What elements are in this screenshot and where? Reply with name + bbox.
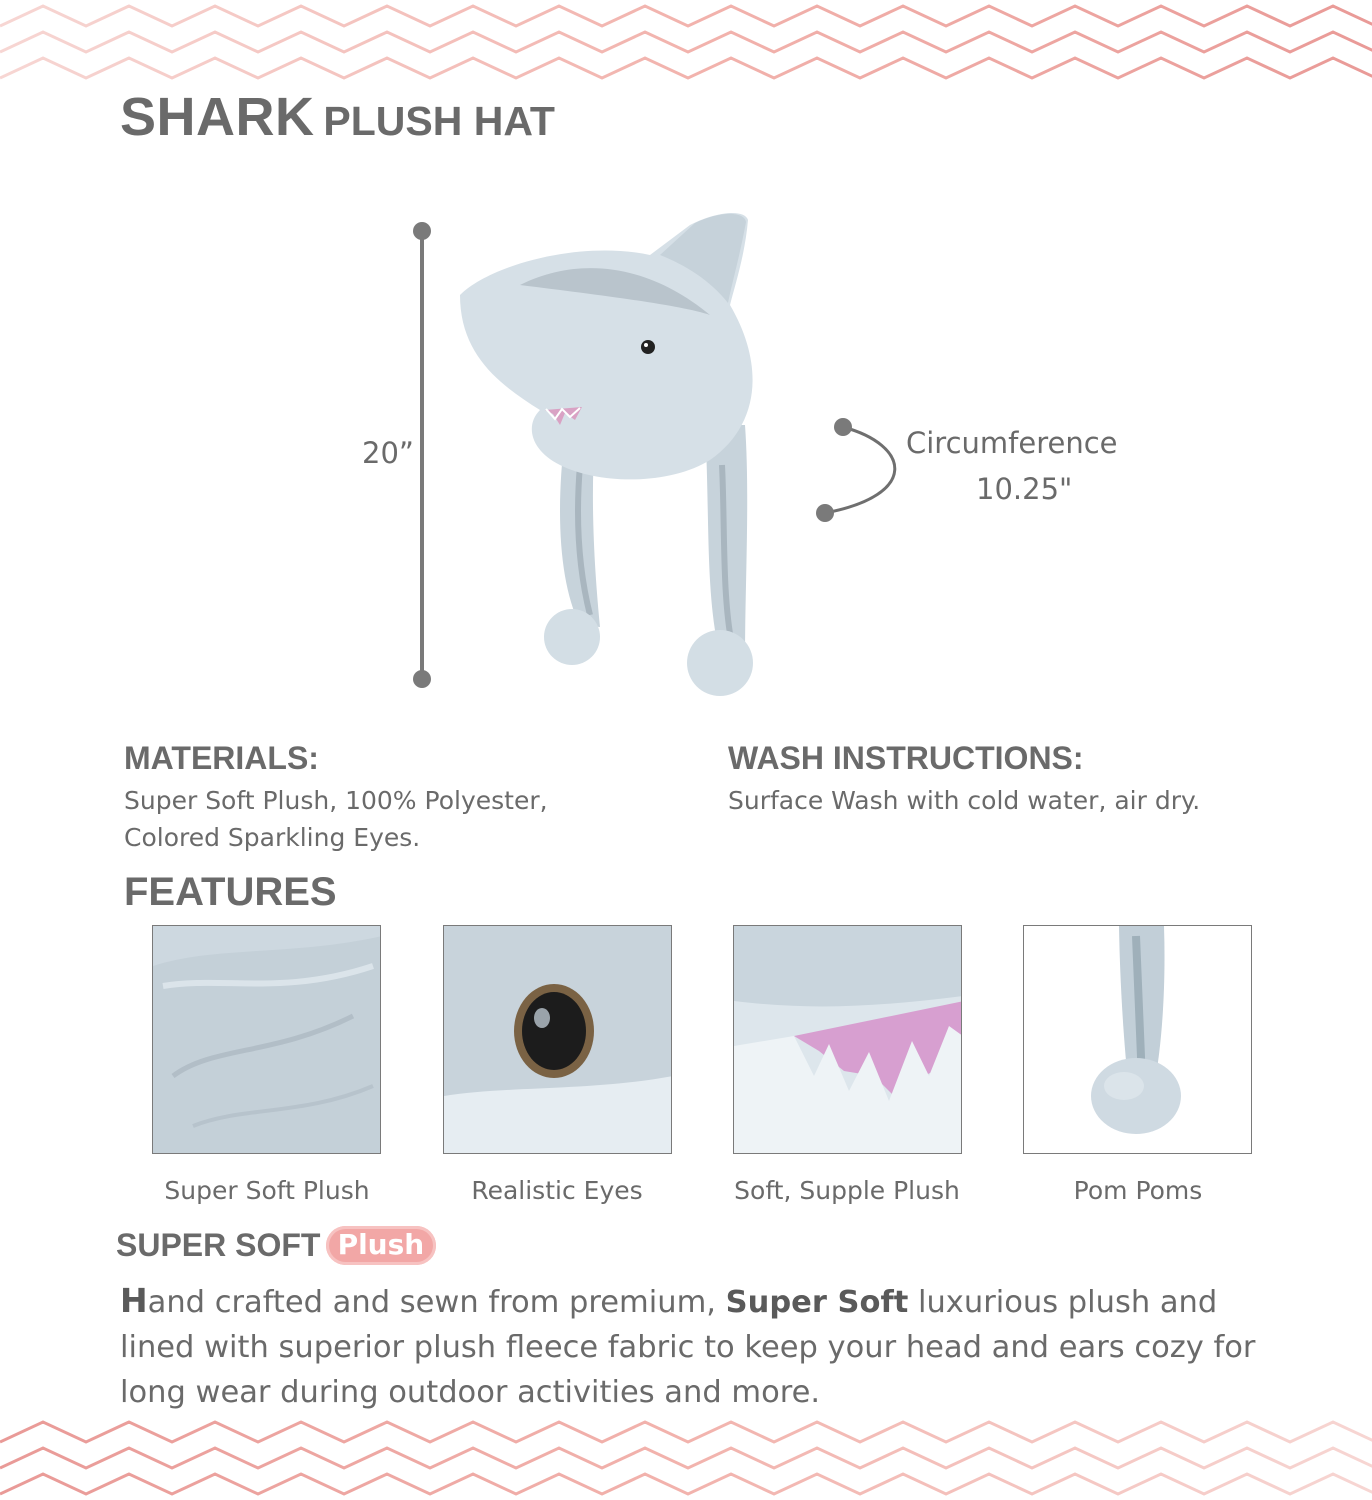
product-description bbox=[120, 1278, 1300, 1415]
materials-line-2: Colored Sparkling Eyes. bbox=[124, 823, 421, 852]
feature-image-teeth bbox=[733, 925, 962, 1154]
description-bold: Super Soft bbox=[725, 1285, 909, 1320]
title-sub: PLUSH HAT bbox=[323, 98, 555, 144]
height-label: 20” bbox=[362, 436, 414, 470]
feature-caption-2: Realistic Eyes bbox=[471, 1176, 643, 1205]
plush-badge: Plush bbox=[326, 1226, 437, 1265]
features-heading: FEATURES bbox=[124, 870, 337, 914]
page-title bbox=[120, 86, 555, 148]
bottom-zigzag-border bbox=[0, 1418, 1372, 1500]
circumference-curve bbox=[816, 418, 895, 522]
wash-line-1: Surface Wash with cold water, air dry. bbox=[728, 786, 1201, 815]
feature-image-pom-pom bbox=[1023, 925, 1252, 1154]
feature-caption-4: Pom Poms bbox=[1073, 1176, 1203, 1205]
circumference-value: 10.25" bbox=[976, 472, 1073, 506]
description-part-1: and crafted and sewn from premium, bbox=[147, 1285, 726, 1320]
shark-hat-illustration bbox=[460, 213, 753, 696]
materials-line-1: Super Soft Plush, 100% Polyester, bbox=[124, 786, 548, 815]
feature-image-eye bbox=[443, 925, 672, 1154]
shark-hat-product-image bbox=[350, 195, 1170, 725]
description-first-letter: H bbox=[120, 1281, 148, 1320]
height-dimension-line bbox=[413, 222, 431, 688]
top-zigzag-border bbox=[0, 0, 1372, 80]
description-part-2: luxurious plush and lined with superior plush fleece fabric to keep your head and ears cozy for long wear during outdoor activities and more. bbox=[120, 1285, 1256, 1410]
feature-caption-3: Soft, Supple Plush bbox=[734, 1176, 960, 1205]
wash-heading: WASH INSTRUCTIONS: bbox=[728, 740, 1084, 776]
title-main: SHARK bbox=[120, 87, 315, 147]
feature-image-plush-texture bbox=[152, 925, 381, 1154]
materials-heading: MATERIALS: bbox=[124, 740, 319, 776]
super-soft-heading-row bbox=[116, 1226, 436, 1265]
super-soft-heading: SUPER SOFT bbox=[116, 1227, 321, 1263]
feature-caption-1: Super Soft Plush bbox=[164, 1176, 370, 1205]
circumference-label: Circumference bbox=[906, 426, 1118, 460]
